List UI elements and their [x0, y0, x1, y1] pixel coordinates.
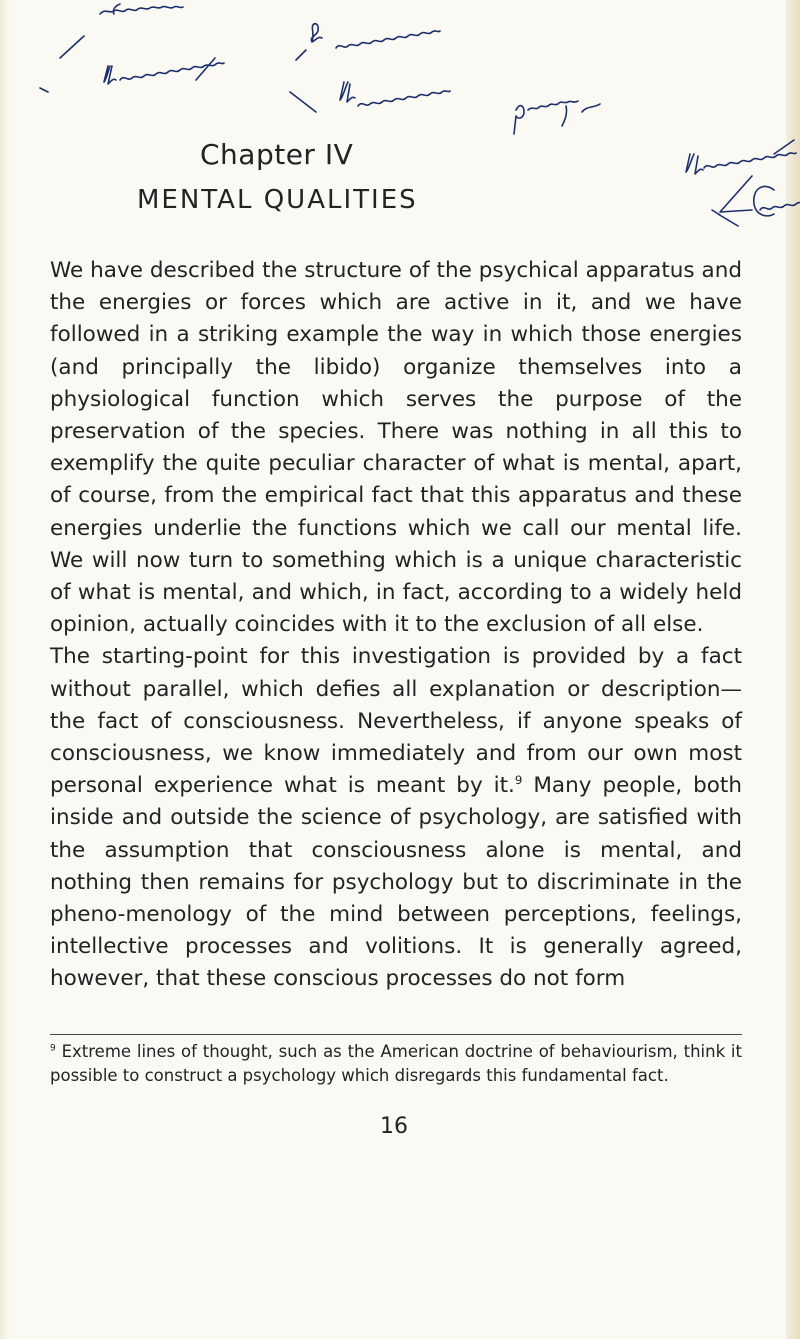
page-number: 16 — [380, 1114, 408, 1139]
paragraph — [50, 641, 742, 995]
chapter-subtitle: MENTAL QUALITIES — [137, 185, 418, 215]
paragraph: We have described the structure of the psychical apparatus and the energies or forces which are active in it, and we have followed in a striking example the way in which those energies (and principally the libido) organize themselves into a physiological function which serves the purpose of the preservation of the species. There was nothing in all this to exemplify the quite peculiar character of what is mental, apart, of course, from the empirical fact that this apparatus and these energies underlie the functions which we call our mental life. We will now turn to something which is a unique characteristic of what is mental, and which, in fact, according to a widely held opinion, actually coincides with it to the exclusion of all else. — [50, 258, 742, 638]
footnote-text: Extreme lines of thought, such as the American doctrine of behaviourism, think it possible to construct a psychology which disregards this fundamental fact. — [50, 1042, 742, 1085]
body-text — [50, 255, 742, 996]
footnote-reference: 9 — [514, 773, 523, 788]
footnote-divider — [50, 1034, 742, 1035]
chapter-title: Chapter IV — [200, 138, 354, 171]
page-left-shadow — [0, 0, 10, 1339]
paragraph-text: The starting-point for this investigation is provided by a fact without parallel, which defies all explanation or description—the fact of consciousness. Nevertheless, if anyone speaks of consciousness, we know immediately and from our own most personal experience what is meant by it. — [50, 644, 742, 799]
paragraph-text: Many people, both inside and outside the science of psychology, are satisfied with the assumption that consciousness alone is mental, and nothing then remains for psychology but to discriminate in the pheno-menology of the mind between perceptions, feelings, intellective processes and volitions. It is generally agreed, however, that these conscious processes do not form — [50, 773, 742, 992]
page-right-edge — [786, 0, 800, 1339]
footnote-marker: 9 — [50, 1043, 56, 1054]
footnote — [50, 1040, 742, 1088]
